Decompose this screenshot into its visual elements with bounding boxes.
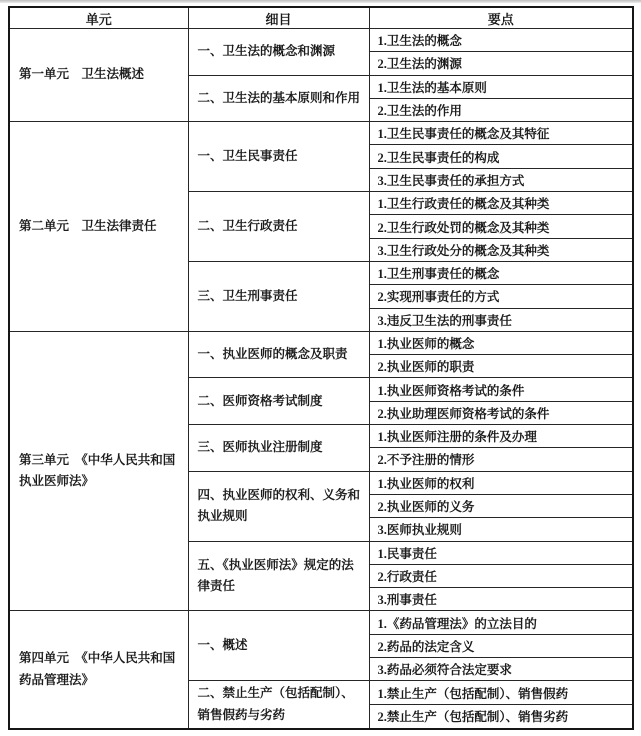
point-cell: 3.卫生民事责任的承担方式 bbox=[369, 168, 633, 191]
item-cell: 二、医师资格考试制度 bbox=[188, 378, 369, 425]
point-cell: 2.卫生法的渊源 bbox=[369, 52, 633, 75]
item-cell: 二、卫生行政责任 bbox=[188, 192, 369, 262]
item-cell: 三、卫生刑事责任 bbox=[188, 261, 369, 331]
point-cell: 1.执业医师资格考试的条件 bbox=[369, 378, 633, 401]
table-row bbox=[9, 611, 633, 634]
point-cell: 1.卫生行政责任的概念及其种类 bbox=[369, 192, 633, 215]
item-cell: 五、《执业医师法》规定的法律责任 bbox=[188, 541, 369, 611]
unit-cell: 第一单元 卫生法概述 bbox=[9, 29, 188, 122]
point-cell: 2.不予注册的情形 bbox=[369, 448, 633, 471]
point-cell: 1.卫生法的基本原则 bbox=[369, 75, 633, 98]
item-cell: 二、禁止生产（包括配制）、销售假药与劣药 bbox=[188, 681, 369, 729]
point-cell: 2.执业助理医师资格考试的条件 bbox=[369, 401, 633, 424]
point-cell: 1.禁止生产（包括配制）、销售假药 bbox=[369, 681, 633, 705]
point-cell: 2.实现刑事责任的方式 bbox=[369, 285, 633, 308]
syllabus-table-body bbox=[9, 29, 633, 729]
item-cell: 一、卫生法的概念和渊源 bbox=[188, 29, 369, 76]
document-page bbox=[8, 6, 634, 730]
point-cell: 2.卫生行政处罚的概念及其种类 bbox=[369, 215, 633, 238]
item-cell: 三、医师执业注册制度 bbox=[188, 425, 369, 472]
item-cell: 二、卫生法的基本原则和作用 bbox=[188, 75, 369, 122]
point-cell: 1.卫生民事责任的概念及其特征 bbox=[369, 122, 633, 145]
unit-cell: 第三单元 《中华人民共和国执业医师法》 bbox=[9, 331, 188, 611]
syllabus-table bbox=[8, 6, 634, 730]
point-cell: 2.行政责任 bbox=[369, 564, 633, 587]
item-cell: 四、执业医师的权利、义务和执业规则 bbox=[188, 471, 369, 541]
point-cell: 2.执业医师的职责 bbox=[369, 355, 633, 378]
table-row bbox=[9, 331, 633, 354]
point-cell: 3.卫生行政处分的概念及其种类 bbox=[369, 238, 633, 261]
point-cell: 1.卫生法的概念 bbox=[369, 29, 633, 52]
item-cell: 一、卫生民事责任 bbox=[188, 122, 369, 192]
table-row bbox=[9, 29, 633, 52]
point-cell: 1.执业医师注册的条件及办理 bbox=[369, 425, 633, 448]
item-cell: 一、执业医师的概念及职责 bbox=[188, 331, 369, 378]
unit-cell: 第二单元 卫生法律责任 bbox=[9, 122, 188, 332]
point-cell: 2.卫生法的作用 bbox=[369, 98, 633, 121]
point-cell: 3.医师执业规则 bbox=[369, 518, 633, 541]
point-cell: 3.刑事责任 bbox=[369, 588, 633, 611]
item-cell: 一、概述 bbox=[188, 611, 369, 681]
column-header-item: 细目 bbox=[188, 7, 369, 29]
point-cell: 1.《药品管理法》的立法目的 bbox=[369, 611, 633, 634]
point-cell: 2.卫生民事责任的构成 bbox=[369, 145, 633, 168]
unit-cell: 第四单元 《中华人民共和国药品管理法》 bbox=[9, 611, 188, 729]
point-cell: 3.药品必须符合法定要求 bbox=[369, 658, 633, 681]
column-header-unit: 单元 bbox=[9, 7, 188, 29]
point-cell: 1.执业医师的概念 bbox=[369, 331, 633, 354]
point-cell: 3.违反卫生法的刑事责任 bbox=[369, 308, 633, 331]
point-cell: 1.卫生刑事责任的概念 bbox=[369, 261, 633, 284]
window-top-edge bbox=[0, 0, 641, 3]
point-cell: 1.执业医师的权利 bbox=[369, 471, 633, 494]
header-row bbox=[9, 7, 633, 29]
point-cell: 1.民事责任 bbox=[369, 541, 633, 564]
column-header-points: 要点 bbox=[369, 7, 633, 29]
point-cell: 2.药品的法定含义 bbox=[369, 634, 633, 657]
table-header bbox=[9, 7, 633, 29]
point-cell: 2.禁止生产（包括配制）、销售劣药 bbox=[369, 705, 633, 729]
point-cell: 2.执业医师的义务 bbox=[369, 494, 633, 517]
table-row bbox=[9, 122, 633, 145]
